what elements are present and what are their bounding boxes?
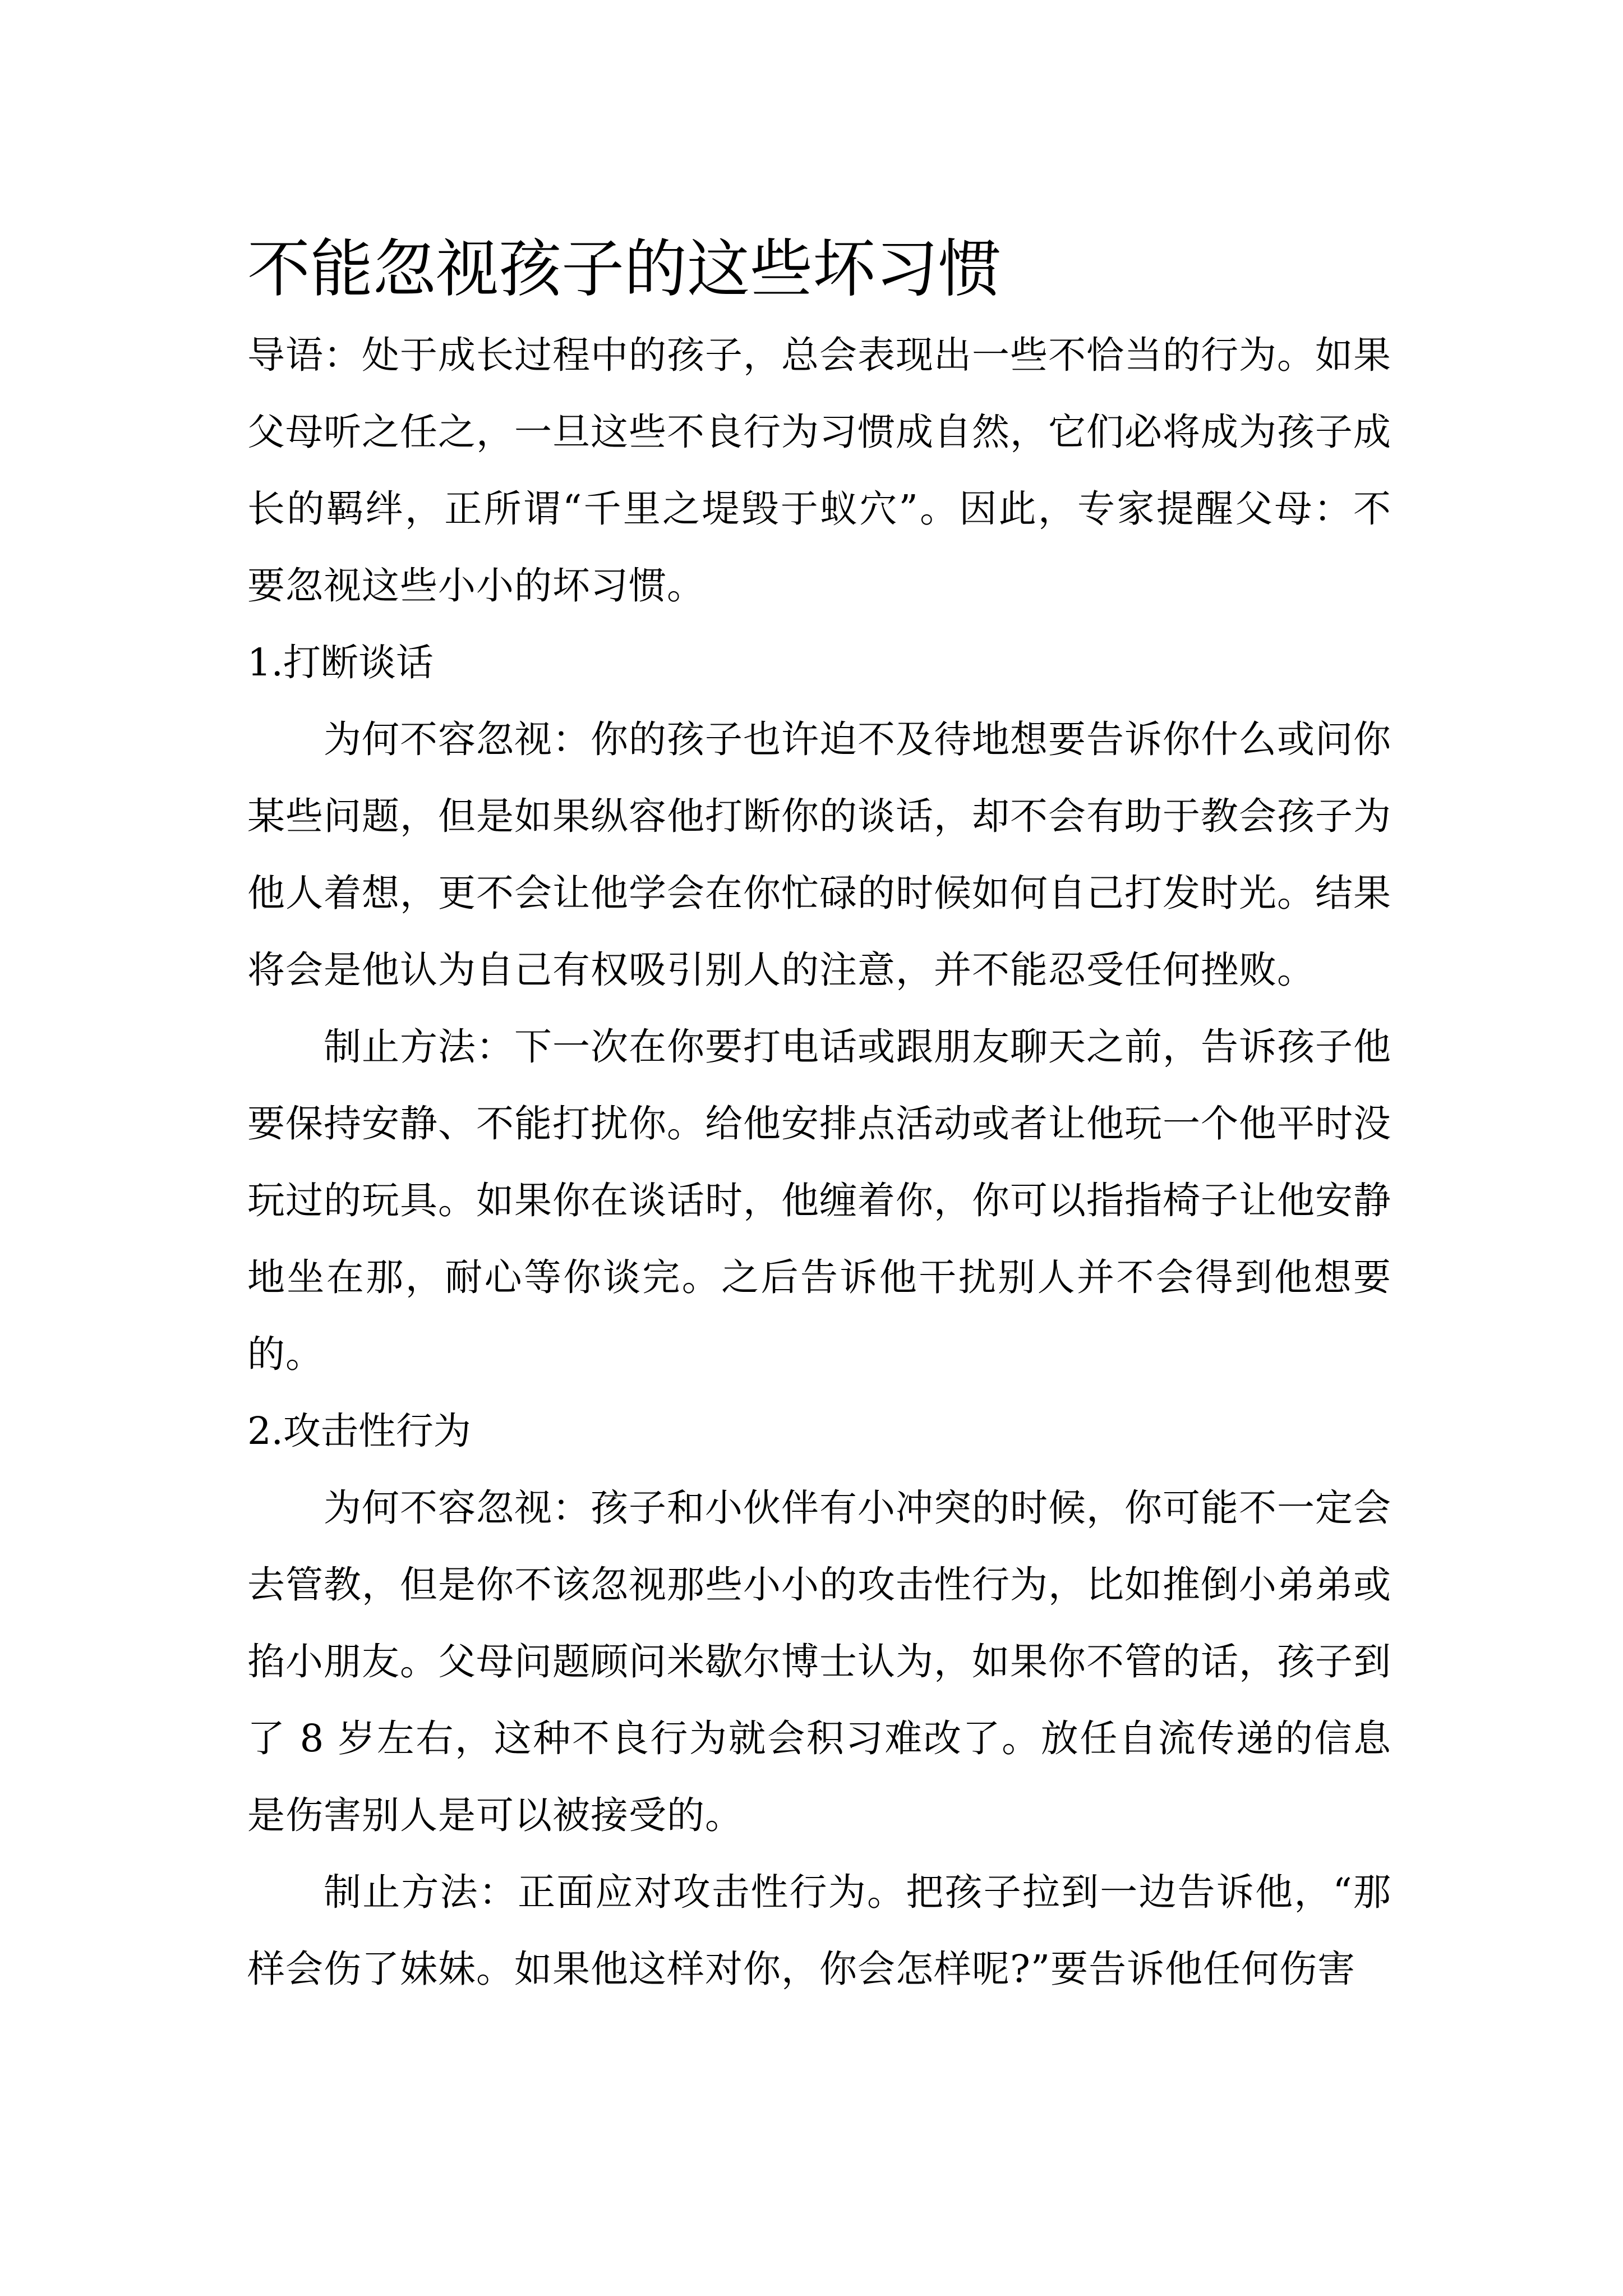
section-1-how-paragraph: 制止方法：下一次在你要打电话或跟朋友聊天之前，告诉孩子他要保持安静、不能打扰你。给他安排点活动或者让他玩一个他平时没玩过的玩具。如果你在谈话时，他缠着你，你可以指指椅子让他安静地坐在那，耐心等你谈完。之后告诉他干扰别人并不会得到他想要的。 bbox=[247, 1025, 1391, 1376]
section-2-why-paragraph: 为何不容忽视：孩子和小伙伴有小冲突的时候，你可能不一定会去管教，但是你不该忽视那些小小的攻击性行为，比如推倒小弟弟或掐小朋友。父母问题顾问米歇尔博士认为，如果你不管的话，孩子到了 8 岁左右，这种不良行为就会积习难改了。放任自流传递的信息是伤害别人是可以被接受的。 bbox=[247, 1486, 1391, 1837]
section-1-why-paragraph: 为何不容忽视：你的孩子也许迫不及待地想要告诉你什么或问你某些问题，但是如果纵容他打断你的谈话，却不会有助于教会孩子为他人着想，更不会让他学会在你忙碌的时候如何自己打发时光。结果将会是他认为自己有权吸引别人的注意，并不能忍受任何挫败。 bbox=[247, 717, 1391, 992]
document-title: 不能忽视孩子的这些坏习惯 bbox=[247, 233, 1001, 306]
section-2-how-paragraph: 制止方法：正面应对攻击性行为。把孩子拉到一边告诉他，“那样会伤了妹妹。如果他这样对你，你会怎样呢?”要告诉他任何伤害 bbox=[247, 1870, 1391, 1991]
intro-paragraph: 导语：处于成长过程中的孩子，总会表现出一些不恰当的行为。如果父母听之任之，一旦这些不良行为习惯成自然，它们必将成为孩子成长的羁绊，正所谓“千里之堤毁于蚁穴”。因此，专家提醒父母：不要忽视这些小小的坏习惯。 bbox=[247, 333, 1391, 608]
section-heading-1: 1.打断谈话 bbox=[247, 641, 434, 684]
document-body bbox=[247, 222, 1391, 2008]
section-heading-2: 2.攻击性行为 bbox=[247, 1409, 471, 1453]
